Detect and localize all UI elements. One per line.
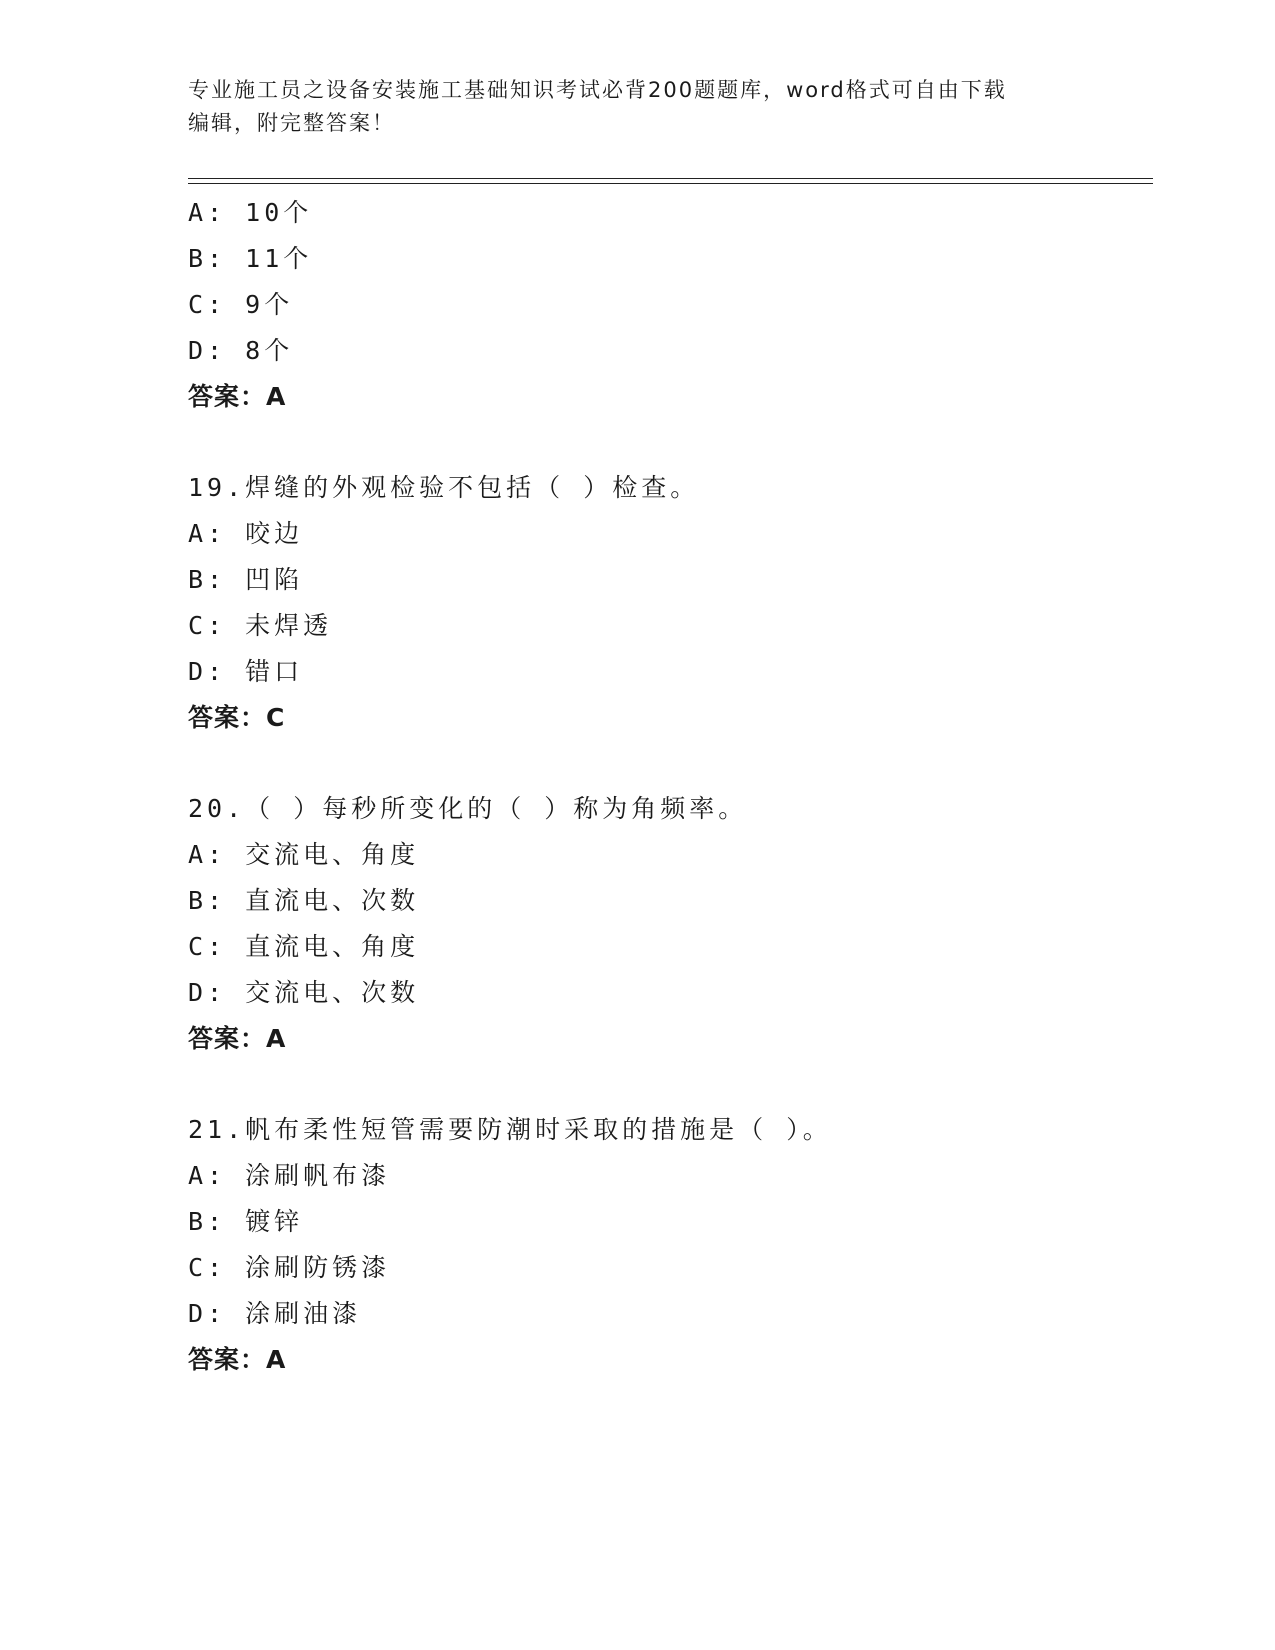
option-c: C: 未焊透 [188,611,333,640]
option-c: C: 直流电、角度 [188,932,420,961]
question-18-tail [188,190,1153,420]
header-line-2: 编辑，附完整答案！ [188,111,395,135]
option-a: A: 10个 [188,198,313,227]
answer-line: 答案：A [188,382,287,411]
header-divider-bottom [188,183,1153,184]
option-b: B: 直流电、次数 [188,886,420,915]
option-a: A: 交流电、角度 [188,840,420,869]
option-a: A: 涂刷帆布漆 [188,1161,391,1190]
option-b: B: 11个 [188,244,313,273]
answer-line: 答案：C [188,703,286,732]
header-line-1: 专业施工员之设备安装施工基础知识考试必背200题题库，word格式可自由下载 [188,78,1007,102]
option-c: C: 9个 [188,290,294,319]
option-a: A: 咬边 [188,519,304,548]
header-divider-top [188,178,1153,179]
option-d: D: 交流电、次数 [188,978,420,1007]
answer-line: 答案：A [188,1024,287,1053]
document-header [188,74,1088,140]
option-d: D: 错口 [188,657,304,686]
question-list [188,190,1153,1383]
question-21 [188,1107,1153,1383]
option-c: C: 涂刷防锈漆 [188,1253,391,1282]
answer-line: 答案：A [188,1345,287,1374]
question-19 [188,465,1153,741]
option-b: B: 镀锌 [188,1207,304,1236]
question-stem: 21.帆布柔性短管需要防潮时采取的措施是（ ）。 [188,1115,832,1144]
question-stem: 19.焊缝的外观检验不包括（ ）检查。 [188,473,700,502]
option-d: D: 8个 [188,336,294,365]
question-20 [188,786,1153,1062]
question-stem: 20.（ ）每秒所变化的（ ）称为角频率。 [188,794,748,823]
option-b: B: 凹陷 [188,565,304,594]
option-d: D: 涂刷油漆 [188,1299,362,1328]
